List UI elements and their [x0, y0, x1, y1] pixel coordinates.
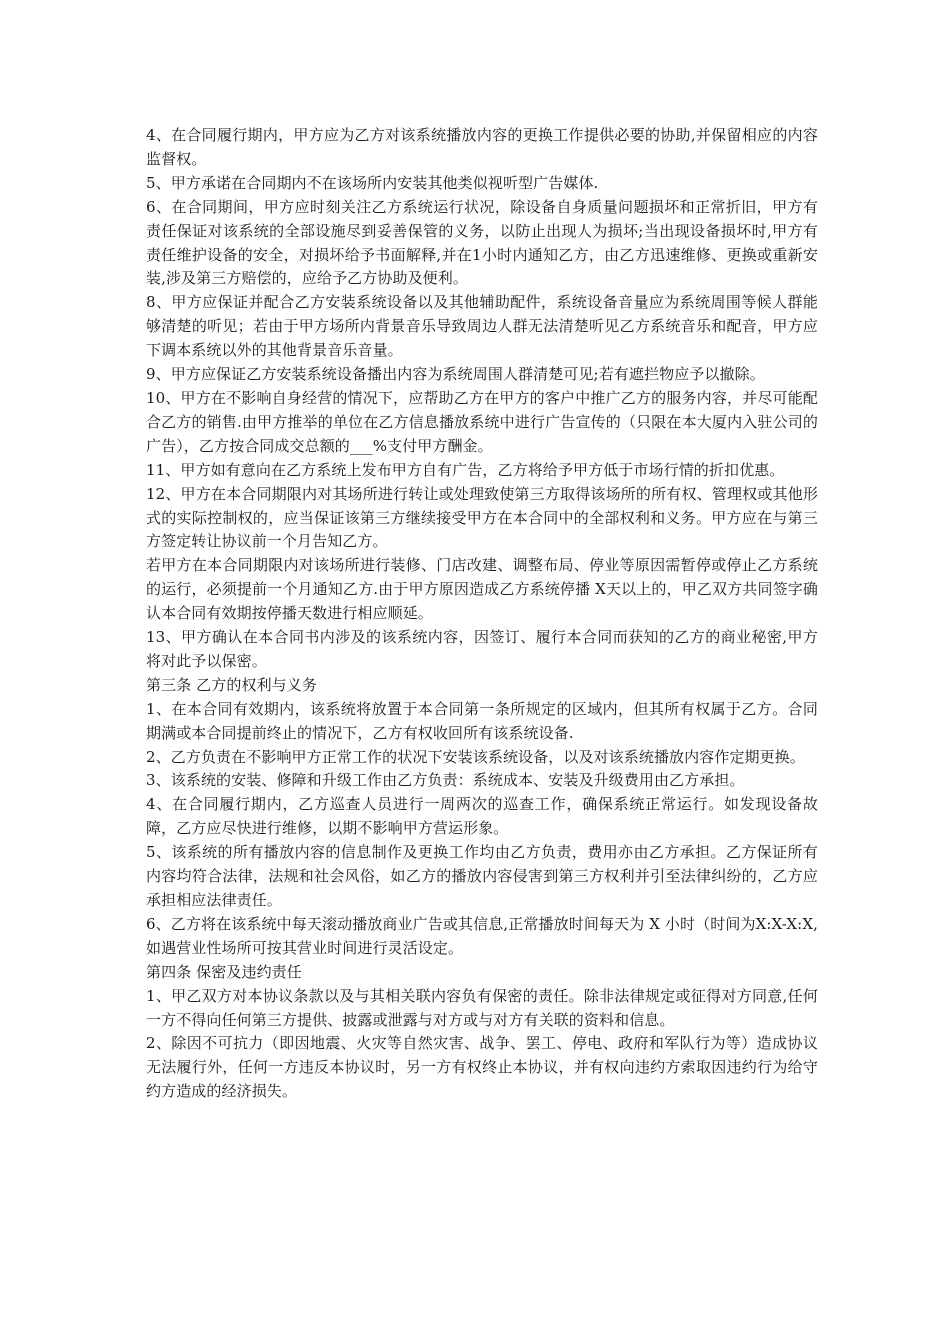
- article-4-clause-2-paragraph: 2、除因不可抗力（即因地震、火灾等自然灾害、战争、罢工、停电、政府和军队行为等）造成协议无法履行外，任何一方违反本协议时，另一方有权终止本协议，并有权向违约方索取因违约行为给守约方造成的经济损失。: [146, 1034, 818, 1101]
- clause-6-paragraph: 6、在合同期间，甲方应时刻关注乙方系统运行状况，除设备自身质量问题损坏和正常折旧，甲方有责任保证对该系统的全部设施尽到妥善保管的义务，以防止出现人为损坏;当出现设备损坏时,甲方有责任维护设备的安全，对损坏给予书面解释,并在1小时内通知乙方，由乙方迅速维修、更换或重新安装,涉及第三方赔偿的，应给予乙方协助及便利。: [146, 197, 818, 288]
- article-3-clause-6-paragraph: 6、乙方将在该系统中每天滚动播放商业广告或其信息,正常播放时间每天为 X 小时（时间为X:X-X:X,如遇营业性场所可按其营业时间进行灵活设定。: [146, 914, 818, 957]
- article-3-clause-3-paragraph: 3、该系统的安装、修障和升级工作由乙方负责：系统成本、安装及升级费用由乙方承担。: [146, 771, 745, 790]
- clause-13-paragraph: 13、甲方确认在本合同书内涉及的该系统内容，因签订、履行本合同而获知的乙方的商业秘密,甲方将对此予以保密。: [146, 628, 818, 670]
- clause-11-paragraph: 11、甲方如有意向在乙方系统上发布甲方自有广告，乙方将给予甲方低于市场行情的折扣优惠。: [146, 460, 785, 479]
- article-3-clause-4-paragraph: 4、在合同履行期内，乙方巡查人员进行一周两次的巡查工作，确保系统正常运行。如发现设备故障，乙方应尽快进行维修，以期不影响甲方营运形象。: [146, 795, 818, 838]
- clause-5-paragraph: 5、甲方承诺在合同期内不在该场所内安装其他类似视听型广告媒体.: [146, 173, 599, 192]
- article-3-clause-2-paragraph: 2、乙方负责在不影响甲方正常工作的状况下安装该系统设备，以及对该系统播放内容作定期更换。: [146, 747, 805, 766]
- article-3-clause-5-paragraph: 5、该系统的所有播放内容的信息制作及更换工作均由乙方负责，费用亦由乙方承担。乙方保证所有内容均符合法律，法规和社会风俗，如乙方的播放内容侵害到第三方权利并引至法律纠纷的，乙方应承担相应法律责任。: [146, 843, 818, 909]
- clause-8-paragraph: 8、甲方应保证并配合乙方安装系统设备以及其他辅助配件，系统设备音量应为系统周围等候人群能够清楚的听见；若由于甲方场所内背景音乐导致周边人群无法清楚听见乙方系统音乐和配音，甲方应下调本系统以外的其他背景音乐音量。: [146, 293, 818, 360]
- article-4-clause-1-paragraph: 1、甲乙双方对本协议条款以及与其相关联内容负有保密的责任。除非法律规定或征得对方同意,任何一方不得向任何第三方提供、披露或泄露与对方或与对方有关联的资料和信息。: [146, 986, 818, 1029]
- article-3-heading: 第三条 乙方的权利与义务: [146, 675, 317, 694]
- clause-10-paragraph: 10、甲方在不影响自身经营的情况下，应帮助乙方在甲方的客户中推广乙方的服务内容，并尽可能配合乙方的销售.由甲方推举的单位在乙方信息播放系统中进行广告宣传的（只限在本大厦内入驻公司的广告），乙方按合同成交总额的___%支付甲方酬金。: [146, 388, 818, 455]
- clause-12-supplement-paragraph: 若甲方在本合同期限内对该场所进行装修、门店改建、调整布局、停业等原因需暂停或停止乙方系统的运行，必须提前一个月通知乙方.由于甲方原因造成乙方系统停播 X天以上的，甲乙双方共同签字确认本合同有效期按停播天数进行相应顺延。: [146, 556, 818, 623]
- clause-9-paragraph: 9、甲方应保证乙方安装系统设备播出内容为系统周围人群清楚可见;若有遮拦物应予以撤除。: [146, 365, 765, 384]
- clause-12-paragraph: 12、甲方在本合同期限内对其场所进行转让或处理致使第三方取得该场所的所有权、管理权或其他形式的实际控制权的，应当保证该第三方继续接受甲方在本合同中的全部权利和义务。甲方应在与第三方签定转让协议前一个月告知乙方。: [146, 484, 818, 551]
- clause-4-paragraph: 4、在合同履行期内，甲方应为乙方对该系统播放内容的更换工作提供必要的协助,并保留相应的内容监督权。: [146, 126, 818, 168]
- article-4-heading: 第四条 保密及违约责任: [146, 962, 302, 981]
- document-page: [146, 124, 818, 1104]
- article-3-clause-1-paragraph: 1、在本合同有效期内，该系统将放置于本合同第一条所规定的区域内，但其所有权属于乙方。合同期满或本合同提前终止的情况下，乙方有权收回所有该系统设备.: [146, 699, 818, 742]
